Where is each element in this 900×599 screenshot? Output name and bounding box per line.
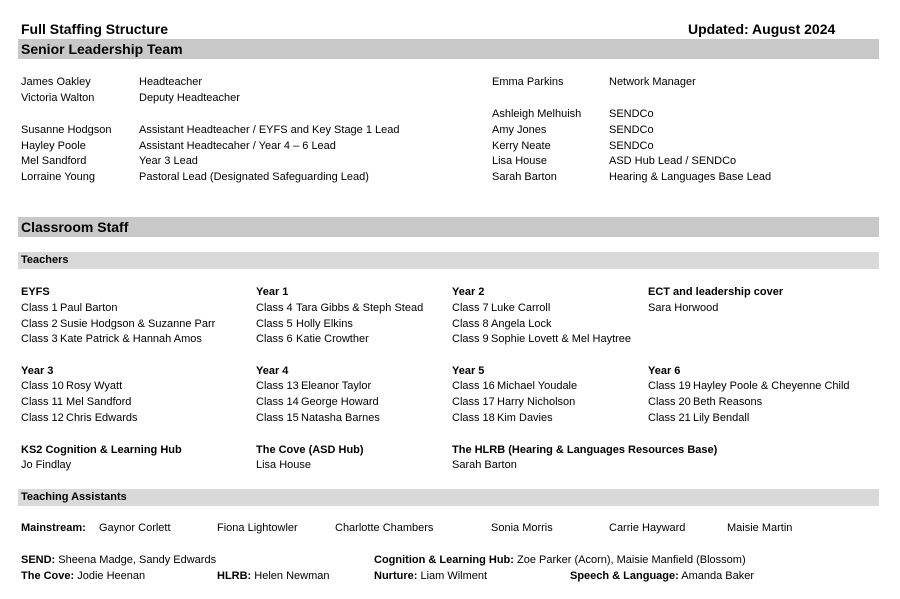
slt-role: Network Manager (609, 76, 696, 88)
slt-name: Victoria Walton (21, 92, 95, 104)
cognition-label: Cognition & Learning Hub: (374, 554, 514, 566)
slt-role: Deputy Headteacher (139, 92, 240, 104)
speech-names: Amanda Baker (681, 570, 755, 582)
class-number: Class 21 (648, 412, 691, 424)
slt-name: Ashleigh Melhuish (492, 108, 582, 120)
cove-line (21, 569, 145, 583)
group-title: Year 3 (21, 365, 54, 377)
classroom-heading: Classroom Staff (21, 219, 129, 235)
slt-role: ASD Hub Lead / SENDCo (609, 155, 737, 167)
teacher-name: Sarah Barton (452, 459, 517, 471)
teacher-name: Harry Nicholson (497, 396, 576, 408)
teacher-name: Angela Lock (491, 318, 552, 330)
send-line (21, 553, 216, 567)
nurture-line (374, 569, 487, 583)
teacher-name: Chris Edwards (66, 412, 138, 424)
hlrb-label: HLRB: (217, 570, 252, 582)
slt-name: Susanne Hodgson (21, 124, 112, 136)
class-number: Class 5 (256, 318, 293, 330)
teacher-name: Rosy Wyatt (66, 380, 123, 392)
ta-subsection-bar (18, 489, 879, 506)
teacher-name: Michael Youdale (497, 380, 578, 392)
class-number: Class 11 (21, 396, 63, 408)
teacher-name: Natasha Barnes (301, 412, 380, 424)
slt-name: Hayley Poole (21, 140, 86, 152)
class-number: Class 10 (21, 380, 64, 392)
ta-name: Sonia Morris (491, 522, 553, 534)
updated-date: Updated: August 2024 (688, 21, 836, 37)
ta-name: Maisie Martin (727, 522, 793, 534)
teacher-name: Luke Carroll (491, 302, 551, 314)
class-number: Class 3 (21, 333, 58, 345)
mainstream-label: Mainstream: (21, 522, 86, 534)
slt-name: Sarah Barton (492, 171, 557, 183)
class-number: Class 16 (452, 380, 495, 392)
class-number: Class 12 (21, 412, 64, 424)
group-title: Year 6 (648, 365, 681, 377)
teacher-name: Tara Gibbs & Steph Stead (296, 302, 424, 314)
teachers-heading: Teachers (21, 254, 69, 266)
group-title: Year 5 (452, 365, 485, 377)
page-title: Full Staffing Structure (21, 21, 168, 37)
class-number: Class 14 (256, 396, 299, 408)
slt-name: Emma Parkins (492, 76, 564, 88)
teacher-name: George Howard (301, 396, 379, 408)
cognition-line (374, 553, 746, 567)
class-number: Class 1 (21, 302, 58, 314)
slt-name: Kerry Neate (492, 140, 551, 152)
slt-name: Lorraine Young (21, 171, 96, 183)
group-title: Year 2 (452, 286, 485, 298)
class-number: Class 8 (452, 318, 489, 330)
class-number: Class 15 (256, 412, 299, 424)
slt-role: Headteacher (139, 76, 202, 88)
group-title: KS2 Cognition & Learning Hub (21, 444, 182, 456)
cove-label: The Cove: (21, 570, 75, 582)
class-number: Class 9 (452, 333, 489, 345)
teacher-name: Lisa House (256, 459, 312, 471)
slt-name: Lisa House (492, 155, 548, 167)
group-title: Year 1 (256, 286, 289, 298)
nurture-names: Liam Wilment (420, 570, 488, 582)
slt-role: Assistant Headteacher / EYFS and Key Stage 1 Lead (139, 124, 400, 136)
teachers-subsection-bar (18, 252, 879, 269)
teacher-name: Susie Hodgson & Suzanne Parr (60, 318, 216, 330)
nurture-label: Nurture: (374, 570, 418, 582)
ta-name: Gaynor Corlett (99, 522, 171, 534)
teacher-name: Holly Elkins (296, 318, 353, 330)
teacher-name: Kim Davies (497, 412, 553, 424)
teacher-name: Hayley Poole & Cheyenne Child (693, 380, 850, 392)
cove-names: Jodie Heenan (77, 570, 146, 582)
speech-line (570, 569, 754, 583)
teacher-name: Kate Patrick & Hannah Amos (60, 333, 202, 345)
slt-role: Pastoral Lead (Designated Safeguarding Lead) (139, 171, 369, 183)
group-title: ECT and leadership cover (648, 286, 784, 298)
teacher-name: Mel Sandford (66, 396, 132, 408)
ta-name: Fiona Lightowler (217, 522, 298, 534)
slt-role: SENDCo (609, 124, 654, 136)
teacher-name: Eleanor Taylor (301, 380, 372, 392)
slt-role: Assistant Headtecaher / Year 4 – 6 Lead (139, 140, 336, 152)
group-title: The HLRB (Hearing & Languages Resources Base) (452, 444, 718, 456)
class-number: Class 17 (452, 396, 495, 408)
class-number: Class 20 (648, 396, 691, 408)
slt-role: SENDCo (609, 108, 654, 120)
cognition-names: Zoe Parker (Acorn), Maisie Manfield (Blossom) (517, 554, 746, 566)
slt-role: Hearing & Languages Base Lead (609, 171, 772, 183)
ta-heading: Teaching Assistants (21, 491, 127, 503)
hlrb-line (217, 569, 329, 583)
slt-name: Mel Sandford (21, 155, 87, 167)
slt-section-bar (18, 39, 879, 59)
slt-name: James Oakley (21, 76, 91, 88)
teacher-name: Katie Crowther (296, 333, 369, 345)
teacher-name: Sara Horwood (648, 302, 719, 314)
teacher-name: Lily Bendall (693, 412, 750, 424)
class-number: Class 19 (648, 380, 691, 392)
group-title: EYFS (21, 286, 50, 298)
slt-role: SENDCo (609, 140, 654, 152)
teacher-name: Jo Findlay (21, 459, 72, 471)
slt-heading: Senior Leadership Team (21, 41, 183, 57)
slt-name: Amy Jones (492, 124, 547, 136)
class-number: Class 13 (256, 380, 299, 392)
group-title: Year 4 (256, 365, 289, 377)
hlrb-names: Helen Newman (254, 570, 330, 582)
send-names: Sheena Madge, Sandy Edwards (58, 554, 217, 566)
group-title: The Cove (ASD Hub) (256, 444, 364, 456)
send-label: SEND: (21, 554, 56, 566)
class-number: Class 6 (256, 333, 293, 345)
teacher-name: Beth Reasons (693, 396, 763, 408)
class-number: Class 2 (21, 318, 58, 330)
ta-name: Carrie Hayward (609, 522, 686, 534)
speech-label: Speech & Language: (570, 570, 679, 582)
teacher-name: Paul Barton (60, 302, 118, 314)
classroom-section-bar (18, 217, 879, 237)
ta-name: Charlotte Chambers (335, 522, 434, 534)
slt-role: Year 3 Lead (139, 155, 198, 167)
class-number: Class 4 (256, 302, 293, 314)
teacher-name: Sophie Lovett & Mel Haytree (491, 333, 632, 345)
class-number: Class 7 (452, 302, 489, 314)
class-number: Class 18 (452, 412, 495, 424)
